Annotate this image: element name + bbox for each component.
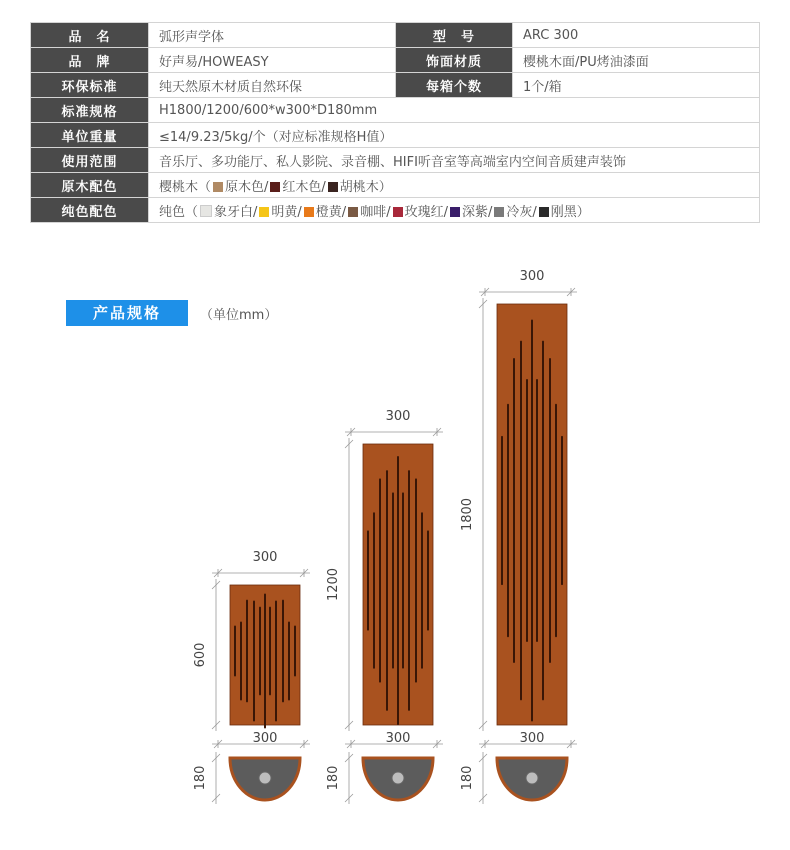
panel-2-width-dim-top: [345, 428, 443, 436]
value-model: ARC 300: [513, 23, 760, 48]
solid-color-name-6: 冷灰/: [506, 204, 537, 220]
label-eco-standard: 环保标准: [31, 73, 149, 98]
value-finish: 樱桃木面/PU烤油漆面: [513, 48, 760, 73]
panel-1-mount-hole: [259, 772, 271, 784]
panel-3-depth-label: 180: [460, 765, 475, 791]
panel-2-mount-hole: [392, 772, 404, 784]
solid-color-name-7: 刚黑）: [550, 204, 590, 220]
section-title-badge: 产品规格: [66, 300, 188, 326]
value-product-name: 弧形声学体: [149, 23, 396, 48]
label-wood-colors: 原木配色: [31, 173, 149, 198]
label-model: 型 号: [396, 23, 513, 48]
panel-2-depth-label: 180: [326, 765, 341, 791]
label-product-name: 品 名: [31, 23, 149, 48]
wood-color-name-0: 原木色/: [225, 179, 269, 195]
label-usage: 使用范围: [31, 148, 149, 173]
solid-color-name-3: 咖啡/: [360, 204, 391, 220]
panel-1-depth-dim: [212, 752, 220, 804]
solid-color-name-1: 明黄/: [271, 204, 302, 220]
solid-color-name-2: 橙黄/: [315, 204, 347, 220]
panel-3-height-dim: [479, 298, 487, 731]
panel-2-height-dim: [345, 438, 353, 731]
wood-colors-prefix: 樱桃木（: [159, 179, 212, 195]
label-unit-weight: 单位重量: [31, 123, 149, 148]
solid-color-name-4: 玫瑰红/: [404, 204, 448, 220]
panel-1-width-label-bottom: 300: [252, 731, 278, 746]
panel-3-height-label: 1800: [460, 497, 475, 532]
value-brand: 好声易/HOWEASY: [149, 48, 396, 73]
panel-3-mount-hole: [526, 772, 538, 784]
label-brand: 品 牌: [31, 48, 149, 73]
label-finish: 饰面材质: [396, 48, 513, 73]
panel-3-width-label-bottom: 300: [519, 731, 545, 746]
label-solid-colors: 纯色配色: [31, 198, 149, 223]
panel-2-depth-dim: [345, 752, 353, 804]
value-eco-standard: 纯天然原木材质自然环保: [149, 73, 396, 98]
panel-3-width-dim-top: [479, 288, 577, 296]
wood-color-name-2: 胡桃木）: [339, 179, 392, 195]
value-unit-weight: ≤14/9.23/5kg/个（对应标准规格H值）: [149, 123, 760, 148]
panel-1-height-label: 600: [193, 642, 208, 668]
panel-1-width-dim-top: [212, 569, 310, 577]
panel-2-width-label-top: 300: [385, 409, 411, 424]
value-usage: 音乐厅、多功能厅、私人影院、录音棚、HIFI听音室等高端室内空间音质建声装饰: [149, 148, 760, 173]
wood-color-name-1: 红木色/: [282, 179, 326, 195]
value-standard-size: H1800/1200/600*w300*D180mm: [149, 98, 760, 123]
value-per-box: 1个/箱: [513, 73, 760, 98]
label-standard-size: 标准规格: [31, 98, 149, 123]
label-per-box: 每箱个数: [396, 73, 513, 98]
panel-1-height-dim: [212, 579, 220, 731]
panel-1-depth-label: 180: [193, 765, 208, 791]
panel-2-width-label-bottom: 300: [385, 731, 411, 746]
unit-note: （单位mm）: [200, 308, 278, 323]
solid-colors-prefix: 纯色（: [159, 204, 199, 220]
panel-1-width-label-top: 300: [252, 550, 278, 565]
solid-color-name-5: 深紫/: [461, 204, 493, 220]
panel-3-width-label-top: 300: [519, 269, 545, 284]
panel-3-depth-dim: [479, 752, 487, 804]
solid-color-name-0: 象牙白/: [214, 204, 258, 220]
panel-2-height-label: 1200: [326, 567, 341, 602]
